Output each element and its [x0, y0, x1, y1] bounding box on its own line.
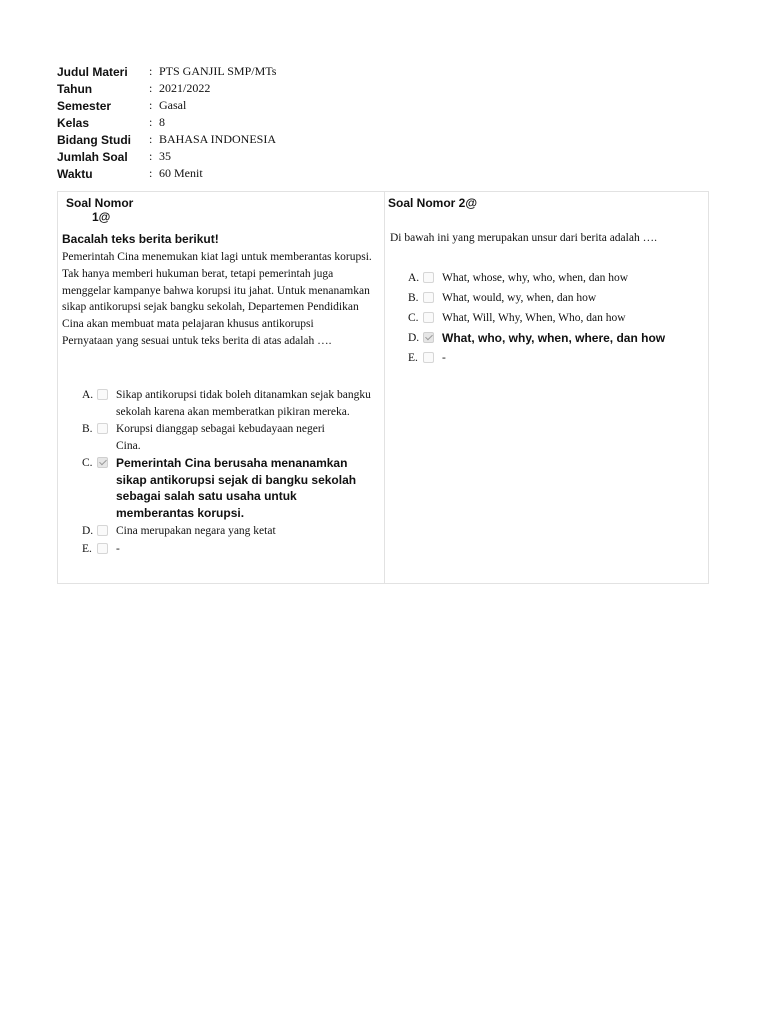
question-2-header: Soal Nomor 2@ — [388, 196, 478, 210]
option-checkbox[interactable] — [423, 352, 434, 363]
option-b[interactable] — [82, 421, 372, 454]
option-text: Korupsi dianggap sebagai kebudayaan negeri Cina. — [116, 423, 325, 452]
meta-label: Bidang Studi — [57, 132, 131, 147]
question-1-instruction: Bacalah teks berita berikut! — [62, 232, 219, 246]
option-e[interactable] — [82, 541, 372, 558]
option-text: What, whose, why, who, when, dan how — [442, 272, 629, 284]
meta-colon: : — [149, 149, 153, 163]
question-1-card — [58, 192, 385, 583]
question-1-header-label: Soal Nomor — [66, 196, 134, 210]
meta-value: 2021/2022 — [159, 81, 211, 95]
meta-value: PTS GANJIL SMP/MTs — [159, 64, 277, 78]
question-1-header — [66, 196, 156, 224]
option-d[interactable] — [82, 523, 372, 540]
option-text: Sikap antikorupsi tidak boleh ditanamkan sejak bangku sekolah karena akan memberatkan pikiran mereka. — [116, 389, 371, 418]
meta-colon: : — [149, 115, 153, 129]
meta-colon: : — [149, 166, 153, 180]
option-letter: B. — [408, 292, 419, 304]
option-letter: D. — [82, 525, 94, 537]
option-text: - — [442, 352, 446, 364]
meta-value: Gasal — [159, 98, 187, 112]
meta-colon: : — [149, 64, 153, 78]
meta-label: Jumlah Soal — [57, 149, 128, 164]
option-text: Cina merupakan negara yang ketat — [116, 525, 276, 537]
option-checkbox-checked[interactable] — [423, 332, 434, 343]
meta-value: 60 Menit — [159, 166, 203, 180]
option-c[interactable] — [82, 455, 372, 521]
option-checkbox[interactable] — [423, 272, 434, 283]
option-checkbox[interactable] — [97, 543, 108, 554]
option-b[interactable] — [408, 290, 708, 310]
meta-label: Tahun — [57, 81, 93, 96]
question-grid — [57, 191, 709, 584]
meta-label: Judul Materi — [57, 64, 128, 79]
option-letter: B. — [82, 423, 93, 435]
meta-row-semester — [57, 97, 276, 114]
meta-row-question-count — [57, 148, 276, 165]
meta-row-title — [57, 63, 276, 80]
option-a[interactable] — [82, 387, 372, 420]
meta-colon: : — [149, 132, 153, 146]
meta-colon: : — [149, 81, 153, 95]
option-text: What, who, why, when, where, dan how — [442, 331, 666, 345]
question-1-passage-block — [62, 249, 374, 350]
question-2-prompt: Di bawah ini yang merupakan unsur dari berita adalah …. — [390, 232, 657, 244]
meta-row-subject — [57, 131, 276, 148]
question-2-options — [408, 270, 708, 370]
option-letter: C. — [82, 457, 93, 469]
meta-row-year — [57, 80, 276, 97]
option-c[interactable] — [408, 310, 708, 330]
option-letter: A. — [408, 272, 420, 284]
meta-value: 35 — [159, 149, 171, 163]
option-d[interactable] — [408, 330, 708, 350]
option-letter: C. — [408, 312, 419, 324]
question-1-options — [82, 387, 372, 558]
option-checkbox[interactable] — [97, 423, 108, 434]
option-text: What, would, wy, when, dan how — [442, 292, 597, 304]
meta-row-class — [57, 114, 276, 131]
meta-row-time — [57, 165, 276, 182]
meta-colon: : — [149, 98, 153, 112]
option-e[interactable] — [408, 350, 708, 370]
question-1-passage: Pemerintah Cina menemukan kiat lagi untuk memberantas korupsi. Tak hanya memberi hukuman berat, tetapi pemerintah juga menggelar kampanye bahwa korupsi itu jahat. Untuk menanamkan sikap antikorupsi sejak bangku sekolah, Departemen Pendidikan Cina akan membuat mata pelajaran khusus antikorupsi — [62, 251, 372, 331]
option-letter: A. — [82, 389, 94, 401]
option-text: - — [116, 542, 120, 555]
question-2-card — [385, 192, 708, 583]
question-1-prompt: Pernyataan yang sesuai untuk teks berita di atas adalah …. — [62, 334, 332, 347]
meta-label: Semester — [57, 98, 112, 113]
meta-value: BAHASA INDONESIA — [159, 132, 277, 146]
option-checkbox-checked[interactable] — [97, 457, 108, 468]
option-text: What, Will, Why, When, Who, dan how — [442, 312, 626, 324]
meta-label: Kelas — [57, 115, 90, 130]
meta-value: 8 — [159, 115, 165, 129]
option-letter: E. — [408, 352, 418, 364]
option-checkbox[interactable] — [423, 312, 434, 323]
option-a[interactable] — [408, 270, 708, 290]
option-letter: E. — [82, 542, 92, 555]
exam-metadata — [57, 63, 276, 182]
option-letter: D. — [408, 332, 420, 344]
option-checkbox[interactable] — [97, 389, 108, 400]
option-checkbox[interactable] — [423, 292, 434, 303]
question-1-header-number: 1@ — [92, 210, 111, 224]
option-checkbox[interactable] — [97, 525, 108, 536]
meta-label: Waktu — [57, 166, 93, 181]
option-text: Pemerintah Cina berusaha menanamkan sikap antikorupsi sejak di bangku sekolah sebagai salah satu usaha untuk memberantas korupsi. — [116, 456, 357, 520]
